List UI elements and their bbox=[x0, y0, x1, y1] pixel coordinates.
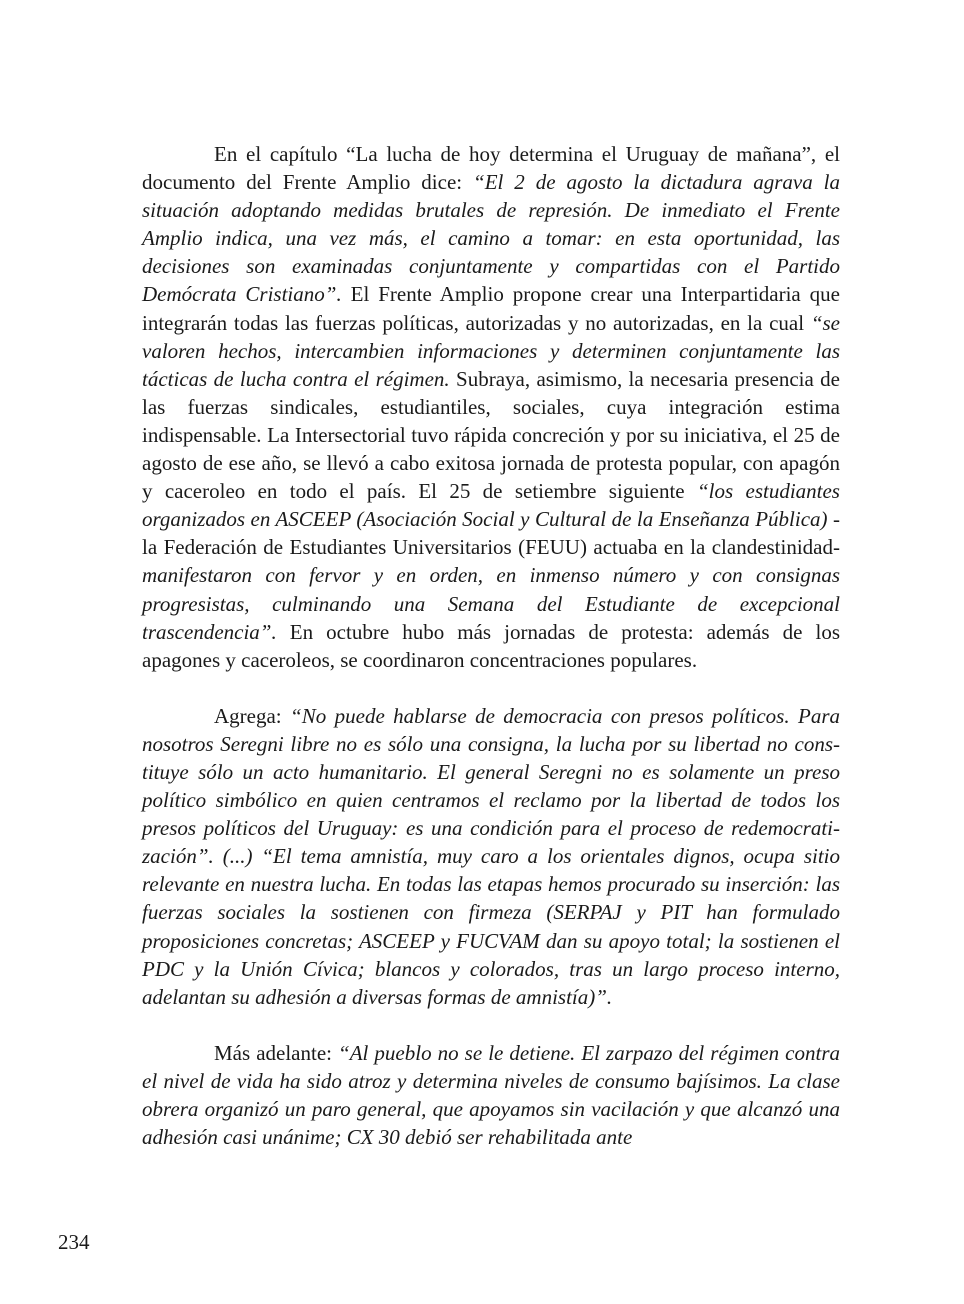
paragraph-frente-amplio bbox=[142, 140, 840, 674]
text-segment: En el capítulo “La lucha de hoy determina el Uruguay de mañana”, el documento del Frente Amplio dice: bbox=[142, 142, 840, 195]
text-segment: En octubre hubo más jornadas de protesta: además de los apagones y caceroleos, se coordinaron concentraciones populares. bbox=[142, 619, 840, 672]
quote-segment: “los estudiantes organizados en ASCEEP (Asociación Social y Cultural de la Enseñanza Pública) bbox=[142, 479, 840, 532]
text-segment: Agrega: bbox=[214, 703, 291, 728]
paragraph-mas-adelante bbox=[142, 1039, 840, 1151]
page-number: 234 bbox=[58, 1230, 90, 1254]
text-segment: -la Federación de Estudiantes Universitarios (FEUU) actuaba en la clandestinidad- bbox=[142, 507, 840, 560]
quote-segment: “El 2 de agosto la dictadura agrava la situación adoptando medidas brutales de represión. De inmediato el Frente Amplio indica, una vez más, el camino a tomar: en esta oportunidad, las decisiones son examinadas conjuntamente y compartidas con el Partido Demócrata Cristiano”. bbox=[142, 170, 840, 307]
text-segment: El Frente Amplio propone crear una Interpartidaria que integrarán todas las fuerzas políticas, autorizadas y no autorizadas, en la cual bbox=[142, 282, 840, 335]
quote-segment: “se valoren hechos, intercambien informaciones y determinen conjuntamente las tácticas de lucha contra el régimen. bbox=[142, 310, 840, 391]
quote-segment: manifestaron con fervor y en orden, en inmenso número y con consignas progresistas, culminando una Semana del Estudiante de excepcional trascendencia”. bbox=[142, 563, 840, 644]
quote-segment: “No puede hablarse de democracia con presos políticos. Para nosotros Seregni libre no es sólo una consigna, la lucha por su libertad no constituye sólo un acto humanitario. El general Seregni no es solamente un preso político simbólico en quien centramos el reclamo por la libertad de todos los presos políticos del Uruguay: es una condición para el proceso de redemocratización”. (...) “El tema amnistía, muy caro a los orientales dignos, ocupa sitio relevante en nuestra lucha. En todas las etapas hemos procurado su inserción: las fuerzas sociales la sostienen con firmeza (SERPAJ y PIT han formulado proposiciones concretas; ASCEEP y FUCVAM dan su apoyo total; la sostienen el PDC y la Unión Cívica; blancos y colorados, tras un largo proceso interno, adelantan su adhesión a diversas formas de amnistía)”. bbox=[142, 703, 840, 1009]
quote-segment: “Al pueblo no se le detiene. El zarpazo del régimen contra el nivel de vida ha sido atroz y determina niveles de consumo bajísimos. La clase obrera organizó un paro general, que apoyamos sin vacilación y que alcanzó una adhesión casi unánime; CX 30 debió ser rehabilitada ante bbox=[142, 1040, 840, 1150]
text-segment: Más adelante: bbox=[214, 1040, 339, 1065]
text-segment: Subraya, asimismo, la necesaria presencia de las fuerzas sindicales, estudiantiles, sociales, cuya integración estima indispensable. La Intersectorial tuvo rápida concreción y por su iniciativa, el 25 de agosto de ese año, se llevó a cabo exitosa jornada de protesta popular, con apagón y caceroleo en todo el país. El 25 de setiembre siguiente bbox=[142, 366, 841, 504]
page-body bbox=[142, 140, 840, 1151]
paragraph-agrega bbox=[142, 702, 840, 1011]
